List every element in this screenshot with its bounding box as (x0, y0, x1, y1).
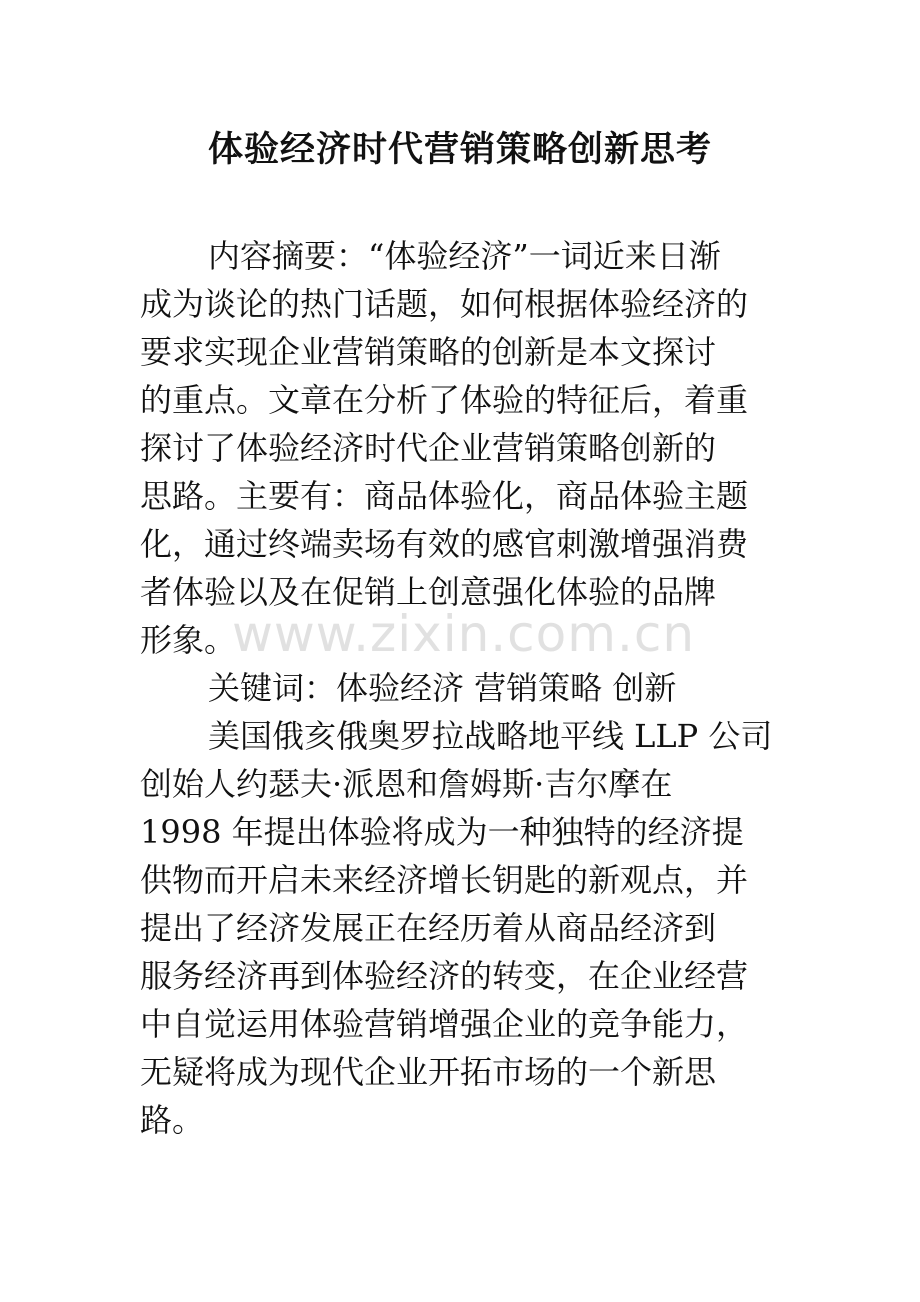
text-line: 服务经济再到体验经济的转变，在企业经营 (140, 957, 749, 995)
document-title: 体验经济时代营销策略创新思考 (207, 130, 712, 170)
text-line: 1998 年提出体验将成为一种独特的经济提 (140, 813, 744, 851)
text-line: 思路。主要有：商品体验化，商品体验主题 (140, 477, 749, 515)
text-line: 成为谈论的热门话题，如何根据体验经济的 (140, 285, 749, 323)
text-line: 内容摘要：“体验经济”一词近来日渐 (208, 237, 721, 275)
text-line: 的重点。文章在分析了体验的特征后，着重 (140, 381, 749, 419)
text-line: 美国俄亥俄奥罗拉战略地平线 LLP 公司 (208, 717, 773, 755)
text-line: 供物而开启未来经济增长钥匙的新观点，并 (140, 861, 749, 899)
text-line: 无疑将成为现代企业开拓市场的一个新思 (140, 1053, 717, 1091)
document-body (140, 232, 790, 1144)
watermark: www.zixin.com.cn (232, 605, 696, 663)
text-line: 探讨了体验经济时代企业营销策略创新的 (140, 429, 717, 467)
text-line: 化，通过终端卖场有效的感官刺激增强消费 (140, 525, 749, 563)
text-line: 中自觉运用体验营销增强企业的竞争能力， (140, 1005, 749, 1043)
text-line: 者体验以及在促销上创意强化体验的品牌 (140, 573, 717, 611)
text-line: 提出了经济发展正在经历着从商品经济到 (140, 909, 717, 947)
text-line: 路。 (140, 1101, 205, 1139)
text-line: 创始人约瑟夫·派恩和詹姆斯·吉尔摩在 (140, 765, 673, 803)
text-line: 要求实现企业营销策略的创新是本文探讨 (140, 333, 717, 371)
text-line: 形象。 (140, 621, 237, 659)
text-line: 关键词：体验经济 营销策略 创新 (208, 669, 677, 707)
